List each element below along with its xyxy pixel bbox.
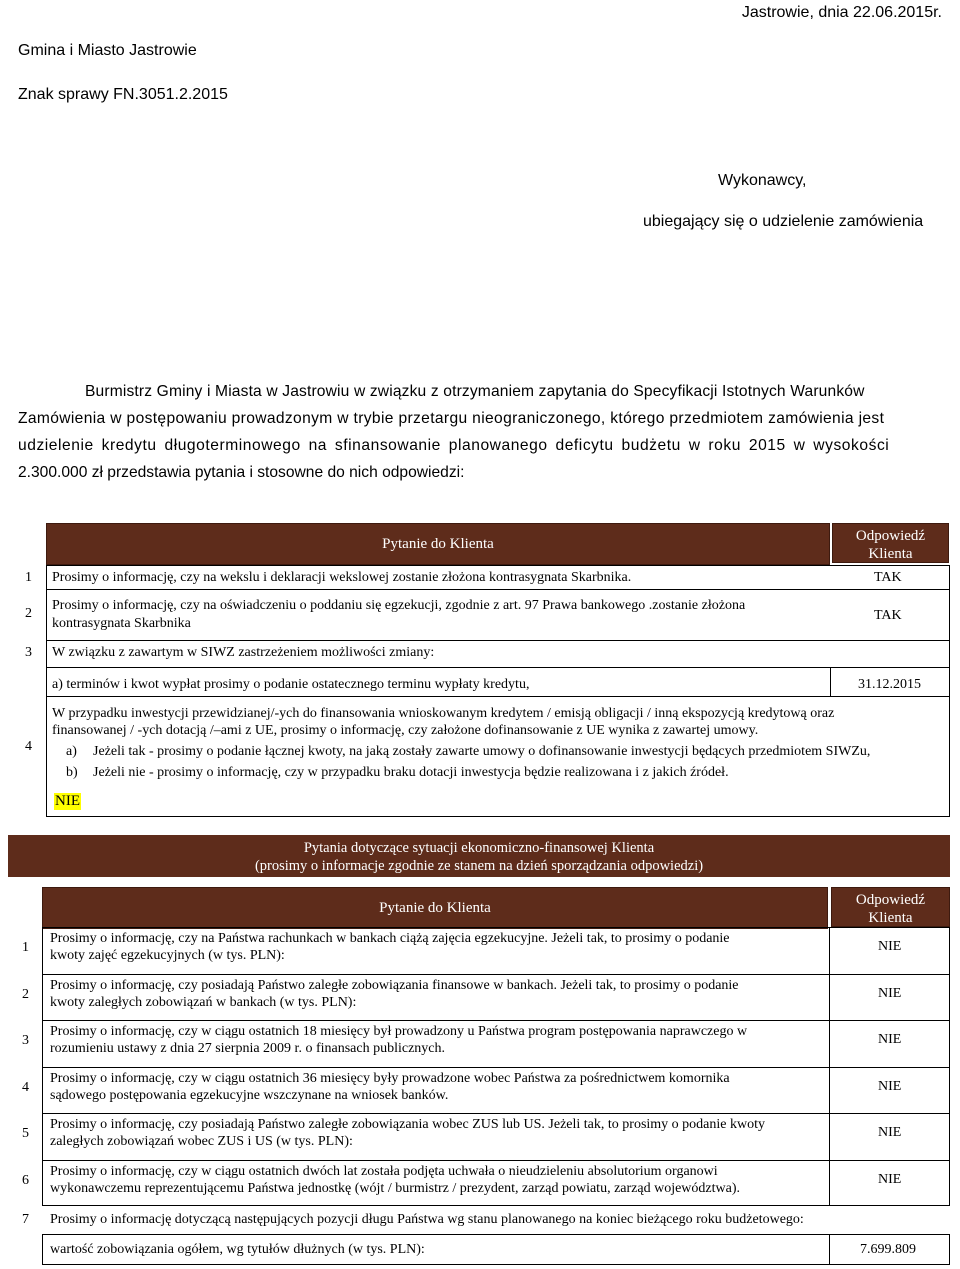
table2-answer-header bbox=[831, 887, 950, 927]
table1-row4-b-label: b) bbox=[66, 765, 78, 780]
table2-row-answer: NIE bbox=[878, 939, 902, 954]
addressee-line1: Wykonawcy, bbox=[718, 172, 807, 189]
table1-row-answer: TAK bbox=[874, 608, 902, 623]
table1-row-num: 4 bbox=[25, 739, 32, 754]
table2-row7-text: Prosimy o informację dotyczącą następujących pozycji długu Państwa wg stanu planowanego na koniec bieżącego roku budżetowego: bbox=[50, 1212, 804, 1227]
table2-row-question: zaległych zobowiązań wobec ZUS i US (w tys. PLN): bbox=[50, 1134, 353, 1149]
table1-row4-answer: NIE bbox=[55, 793, 80, 809]
case-number: Znak sprawy FN.3051.2.2015 bbox=[18, 86, 228, 103]
table1-answer-header bbox=[832, 523, 949, 563]
section2-title-l1: Pytania dotyczące sytuacji ekonomiczno-finansowej Klienta bbox=[303, 840, 655, 856]
table2-row-answer: NIE bbox=[878, 986, 902, 1001]
table2-row-question: rozumieniu ustawy z dnia 27 sierpnia 2009 r. o finansach publicznych. bbox=[50, 1041, 446, 1056]
table2-row-question: Prosimy o informację, czy posiadają Państwo zaległe zobowiązania wobec ZUS lub US. Jeżeli tak, to prosimy o podanie kwoty bbox=[50, 1117, 765, 1132]
table1-row-answer: TAK bbox=[874, 570, 902, 585]
table2-row-question: Prosimy o informację, czy w ciągu ostatnich dwóch lat została podjęta uchwała o nieudzieleniu absolutorium organowi bbox=[50, 1164, 718, 1179]
table1-row-num: 1 bbox=[25, 570, 32, 585]
table1-question-header bbox=[46, 523, 830, 565]
table2-row-num: 2 bbox=[22, 987, 29, 1002]
table2-row-question: sądowego postępowania egzekucyjne wszczynane na wniosek banków. bbox=[50, 1088, 449, 1103]
table1-row4-a-text: Jeżeli tak - prosimy o podanie łącznej kwoty, na jaką zostały zawarte umowy o dofinansowanie inwestycji będących przedmiotem SIWZu, bbox=[93, 744, 871, 759]
intro-line: Burmistrz Gminy i Miasta w Jastrowiu w związku z otrzymaniem zapytania do Specyfikacji Istotnych Warunków bbox=[85, 383, 865, 400]
section2-title-l2: (prosimy o informacje zgodnie ze stanem na dzień sporządzania odpowiedzi) bbox=[254, 858, 704, 874]
table1-row-num: 3 bbox=[25, 645, 32, 660]
table2-row-question: wykonawczemu reprezentującemu Państwa jednostkę (wójt / burmistrz / prezydent, zarząd powiatu, zarząd województwa). bbox=[50, 1181, 741, 1196]
table2-answer-header-l2: Klienta bbox=[868, 910, 913, 926]
table2-row7a-text: wartość zobowiązania ogółem, wg tytułów dłużnych (w tys. PLN): bbox=[50, 1242, 425, 1257]
table2-row-answer: NIE bbox=[878, 1032, 902, 1047]
table2-row-question: kwoty zajęć egzekucyjnych (w tys. PLN): bbox=[50, 948, 285, 963]
table2-row7a-answer: 7.699.809 bbox=[860, 1242, 916, 1257]
table2-row-num: 5 bbox=[22, 1126, 29, 1141]
intro-line: udzielenie kredytu długoterminowego na sfinansowanie planowanego deficytu budżetu w roku 2015 w wysokości bbox=[18, 437, 890, 454]
table2-row-answer: NIE bbox=[878, 1125, 902, 1140]
table1-row3a-answer: 31.12.2015 bbox=[858, 677, 921, 692]
office-name: Gmina i Miasto Jastrowie bbox=[18, 42, 197, 59]
table2-row-answer: NIE bbox=[878, 1079, 902, 1094]
table2-row-num: 3 bbox=[22, 1033, 29, 1048]
table2-row-num: 7 bbox=[22, 1212, 29, 1227]
table2-row-question: Prosimy o informację, czy posiadają Państwo zaległe zobowiązania finansowe w bankach. Jeżeli tak, to prosimy o podanie bbox=[50, 978, 739, 993]
table2-row-question: Prosimy o informację, czy na Państwa rachunkach w bankach ciążą zajęcia egzekucyjne. Jeżeli tak, to prosimy o podanie bbox=[50, 931, 730, 946]
table2-row-question: Prosimy o informację, czy w ciągu ostatnich 36 miesięcy były prowadzone wobec Państwa za pośrednictwem komornika bbox=[50, 1071, 730, 1086]
table2-row-question: kwoty zaległych zobowiązań w bankach (w tys. PLN): bbox=[50, 995, 357, 1010]
table2-question-header bbox=[42, 887, 828, 929]
document-date: Jastrowie, dnia 22.06.2015r. bbox=[741, 4, 942, 21]
table2-answer-header-l1: Odpowiedź bbox=[855, 892, 926, 908]
intro-line: Zamówienia w postępowaniu prowadzonym w trybie przetargu nieograniczonego, którego przedmiotem zamówienia jest bbox=[18, 410, 885, 427]
table1-row4-intro: W przypadku inwestycji przewidzianej/-ych do finansowania wnioskowanym kredytem / emisją obligacji / inną ekspozycją kredytową oraz bbox=[52, 706, 835, 721]
addressee-line2: ubiegający się o udzielenie zamówienia bbox=[643, 213, 924, 230]
table2-question-header-label: Pytanie do Klienta bbox=[379, 900, 491, 916]
table1-row-question: Prosimy o informację, czy na oświadczeniu o poddaniu się egzekucji, zgodnie z art. 97 Prawa bankowego .zostanie złożona bbox=[52, 598, 746, 613]
table2-row-num: 6 bbox=[22, 1173, 29, 1188]
table1-row4-b-text: Jeżeli nie - prosimy o informację, czy w przypadku braku dotacji inwestycja będzie realizowana i z jakich źródeł. bbox=[93, 765, 729, 780]
table2-row-num: 4 bbox=[22, 1080, 29, 1095]
table1-row3a-text: a) terminów i kwot wypłat prosimy o podanie ostatecznego terminu wypłaty kredytu, bbox=[52, 677, 530, 692]
table1-row-question: kontrasygnata Skarbnika bbox=[52, 616, 191, 631]
table1-answer-header-l1: Odpowiedź bbox=[855, 528, 926, 544]
table1-row4-a-label: a) bbox=[66, 744, 77, 759]
table2-row-question: Prosimy o informację, czy w ciągu ostatnich 18 miesięcy był prowadzony u Państwa program postępowania naprawczego w bbox=[50, 1024, 748, 1039]
table1-question-header-label: Pytanie do Klienta bbox=[382, 536, 494, 552]
table1-row-num: 2 bbox=[25, 606, 32, 621]
table1-row-question: Prosimy o informację, czy na wekslu i deklaracji wekslowej zostanie złożona kontrasygnata Skarbnika. bbox=[52, 570, 632, 585]
table2-row-answer: NIE bbox=[878, 1172, 902, 1187]
table1-answer-header-l2: Klienta bbox=[868, 546, 913, 562]
section2-title bbox=[8, 835, 950, 877]
table2-row-num: 1 bbox=[22, 940, 29, 955]
table1-row4-intro: finansowanej / -ych dotacją /–ami z UE, prosimy o informację, czy założone dofinansowanie z UE wynika z zawartej umowy. bbox=[52, 723, 759, 738]
table1-row-question: W związku z zawartym w SIWZ zastrzeżeniem możliwości zmiany: bbox=[52, 645, 435, 660]
intro-line: 2.300.000 zł przedstawia pytania i stosowne do nich odpowiedzi: bbox=[18, 464, 465, 481]
